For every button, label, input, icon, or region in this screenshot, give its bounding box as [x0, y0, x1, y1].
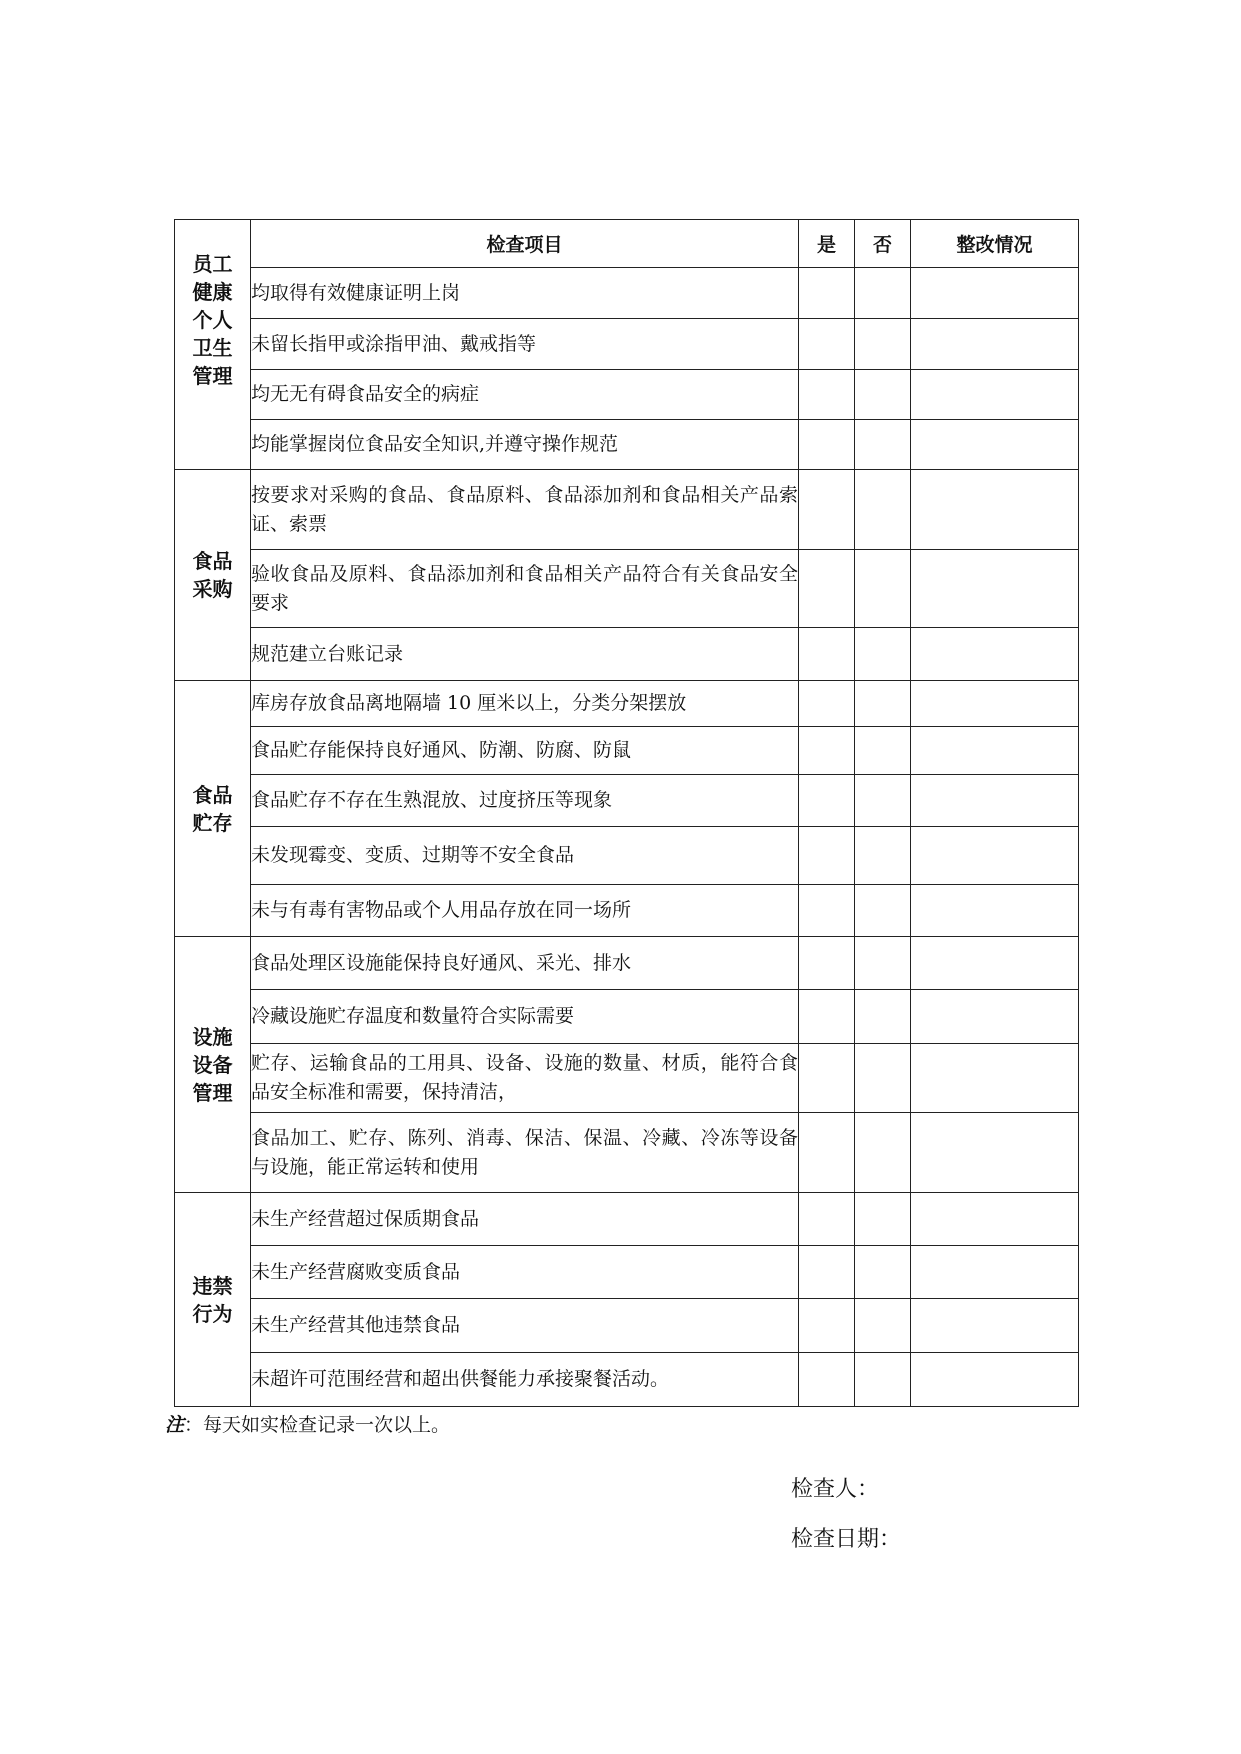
no-cell[interactable]: [855, 1113, 911, 1193]
table-row: [175, 470, 1079, 550]
yes-cell[interactable]: [799, 628, 855, 681]
yes-cell[interactable]: [799, 1044, 855, 1113]
rectification-cell[interactable]: [911, 727, 1079, 775]
header-yes: 是: [799, 220, 855, 268]
no-cell[interactable]: [855, 727, 911, 775]
table-row: [175, 1193, 1079, 1246]
no-cell[interactable]: [855, 1044, 911, 1113]
no-cell[interactable]: [855, 1299, 911, 1353]
no-cell[interactable]: [855, 268, 911, 319]
inspection-table: [174, 219, 1079, 1407]
check-item: 均无无有碍食品安全的病症: [251, 370, 799, 420]
table-row: [175, 370, 1079, 420]
table-row: [175, 268, 1079, 319]
yes-cell[interactable]: [799, 1113, 855, 1193]
check-item: 未生产经营超过保质期食品: [251, 1193, 799, 1246]
yes-cell[interactable]: [799, 827, 855, 885]
yes-cell[interactable]: [799, 470, 855, 550]
table-row: [175, 1299, 1079, 1353]
yes-cell[interactable]: [799, 775, 855, 827]
inspector-label: 检查人：: [791, 1477, 880, 1502]
note-text: ：每天如实检查记录一次以上。: [184, 1414, 451, 1436]
no-cell[interactable]: [855, 1193, 911, 1246]
rectification-cell[interactable]: [911, 550, 1079, 628]
yes-cell[interactable]: [799, 1353, 855, 1407]
rectification-cell[interactable]: [911, 990, 1079, 1044]
rectification-cell[interactable]: [911, 775, 1079, 827]
yes-cell[interactable]: [799, 885, 855, 937]
rectification-cell[interactable]: [911, 370, 1079, 420]
yes-cell[interactable]: [799, 420, 855, 470]
table-row: [175, 1113, 1079, 1193]
table-row: [175, 420, 1079, 470]
inspection-date-label: 检查日期：: [791, 1527, 902, 1552]
yes-cell[interactable]: [799, 370, 855, 420]
check-item: 未与有毒有害物品或个人用品存放在同一场所: [251, 885, 799, 937]
check-item: 均取得有效健康证明上岗: [251, 268, 799, 319]
rectification-cell[interactable]: [911, 827, 1079, 885]
check-item: 未发现霉变、变质、过期等不安全食品: [251, 827, 799, 885]
no-cell[interactable]: [855, 885, 911, 937]
check-item: 验收食品及原料、食品添加剂和食品相关产品符合有关食品安全要求: [251, 550, 799, 628]
table-row: [175, 937, 1079, 990]
header-no: 否: [855, 220, 911, 268]
category-cell: 食品 贮存: [175, 681, 251, 937]
table-row: [175, 885, 1079, 937]
rectification-cell[interactable]: [911, 1353, 1079, 1407]
check-item: 食品贮存不存在生熟混放、过度挤压等现象: [251, 775, 799, 827]
rectification-cell[interactable]: [911, 1044, 1079, 1113]
yes-cell[interactable]: [799, 550, 855, 628]
table-row: [175, 1044, 1079, 1113]
rectification-cell[interactable]: [911, 1193, 1079, 1246]
no-cell[interactable]: [855, 1353, 911, 1407]
yes-cell[interactable]: [799, 319, 855, 370]
rectification-cell[interactable]: [911, 470, 1079, 550]
check-item: 未留长指甲或涂指甲油、戴戒指等: [251, 319, 799, 370]
rectification-cell[interactable]: [911, 1246, 1079, 1299]
rectification-cell[interactable]: [911, 937, 1079, 990]
table-header-row: [175, 220, 1079, 268]
no-cell[interactable]: [855, 319, 911, 370]
no-cell[interactable]: [855, 370, 911, 420]
check-item: 食品处理区设施能保持良好通风、采光、排水: [251, 937, 799, 990]
check-item: 冷藏设施贮存温度和数量符合实际需要: [251, 990, 799, 1044]
yes-cell[interactable]: [799, 727, 855, 775]
rectification-cell[interactable]: [911, 628, 1079, 681]
no-cell[interactable]: [855, 470, 911, 550]
check-item: 规范建立台账记录: [251, 628, 799, 681]
check-item: 均能掌握岗位食品安全知识,并遵守操作规范: [251, 420, 799, 470]
yes-cell[interactable]: [799, 681, 855, 727]
check-item: 贮存、运输食品的工用具、设备、设施的数量、材质，能符合食品安全标准和需要，保持清洁，: [251, 1044, 799, 1113]
table-row: [175, 550, 1079, 628]
no-cell[interactable]: [855, 827, 911, 885]
rectification-cell[interactable]: [911, 1113, 1079, 1193]
no-cell[interactable]: [855, 628, 911, 681]
table-row: [175, 827, 1079, 885]
yes-cell[interactable]: [799, 268, 855, 319]
rectification-cell[interactable]: [911, 1299, 1079, 1353]
no-cell[interactable]: [855, 550, 911, 628]
table-row: [175, 775, 1079, 827]
rectification-cell[interactable]: [911, 319, 1079, 370]
check-item: 食品加工、贮存、陈列、消毒、保洁、保温、冷藏、冷冻等设备与设施，能正常运转和使用: [251, 1113, 799, 1193]
yes-cell[interactable]: [799, 990, 855, 1044]
no-cell[interactable]: [855, 420, 911, 470]
no-cell[interactable]: [855, 937, 911, 990]
check-item: 按要求对采购的食品、食品原料、食品添加剂和食品相关产品索证、索票: [251, 470, 799, 550]
check-item: 未生产经营腐败变质食品: [251, 1246, 799, 1299]
table-row: [175, 727, 1079, 775]
header-item: 检查项目: [251, 220, 799, 268]
category-cell: 食品 采购: [175, 470, 251, 681]
check-item: 未生产经营其他违禁食品: [251, 1299, 799, 1353]
table-row: [175, 681, 1079, 727]
rectification-cell[interactable]: [911, 885, 1079, 937]
no-cell[interactable]: [855, 681, 911, 727]
check-item: 食品贮存能保持良好通风、防潮、防腐、防鼠: [251, 727, 799, 775]
rectification-cell[interactable]: [911, 420, 1079, 470]
check-item: 库房存放食品离地隔墙 10 厘米以上，分类分架摆放: [251, 681, 799, 727]
table-row: [175, 1353, 1079, 1407]
no-cell[interactable]: [855, 990, 911, 1044]
yes-cell[interactable]: [799, 1299, 855, 1353]
table-row: [175, 1246, 1079, 1299]
table-row: [175, 628, 1079, 681]
category-cell: 员工 健康 个人 卫生 管理: [175, 220, 251, 470]
yes-cell[interactable]: [799, 937, 855, 990]
table-row: [175, 319, 1079, 370]
rectification-cell[interactable]: [911, 681, 1079, 727]
table-row: [175, 990, 1079, 1044]
rectification-cell[interactable]: [911, 268, 1079, 319]
yes-cell[interactable]: [799, 1246, 855, 1299]
yes-cell[interactable]: [799, 1193, 855, 1246]
check-item: 未超许可范围经营和超出供餐能力承接聚餐活动。: [251, 1353, 799, 1407]
header-rectification: 整改情况: [911, 220, 1079, 268]
category-cell: 设施 设备 管理: [175, 937, 251, 1193]
note-label: 注: [165, 1414, 185, 1436]
no-cell[interactable]: [855, 775, 911, 827]
footnote: [165, 1410, 450, 1437]
no-cell[interactable]: [855, 1246, 911, 1299]
category-cell: 违禁 行为: [175, 1193, 251, 1407]
